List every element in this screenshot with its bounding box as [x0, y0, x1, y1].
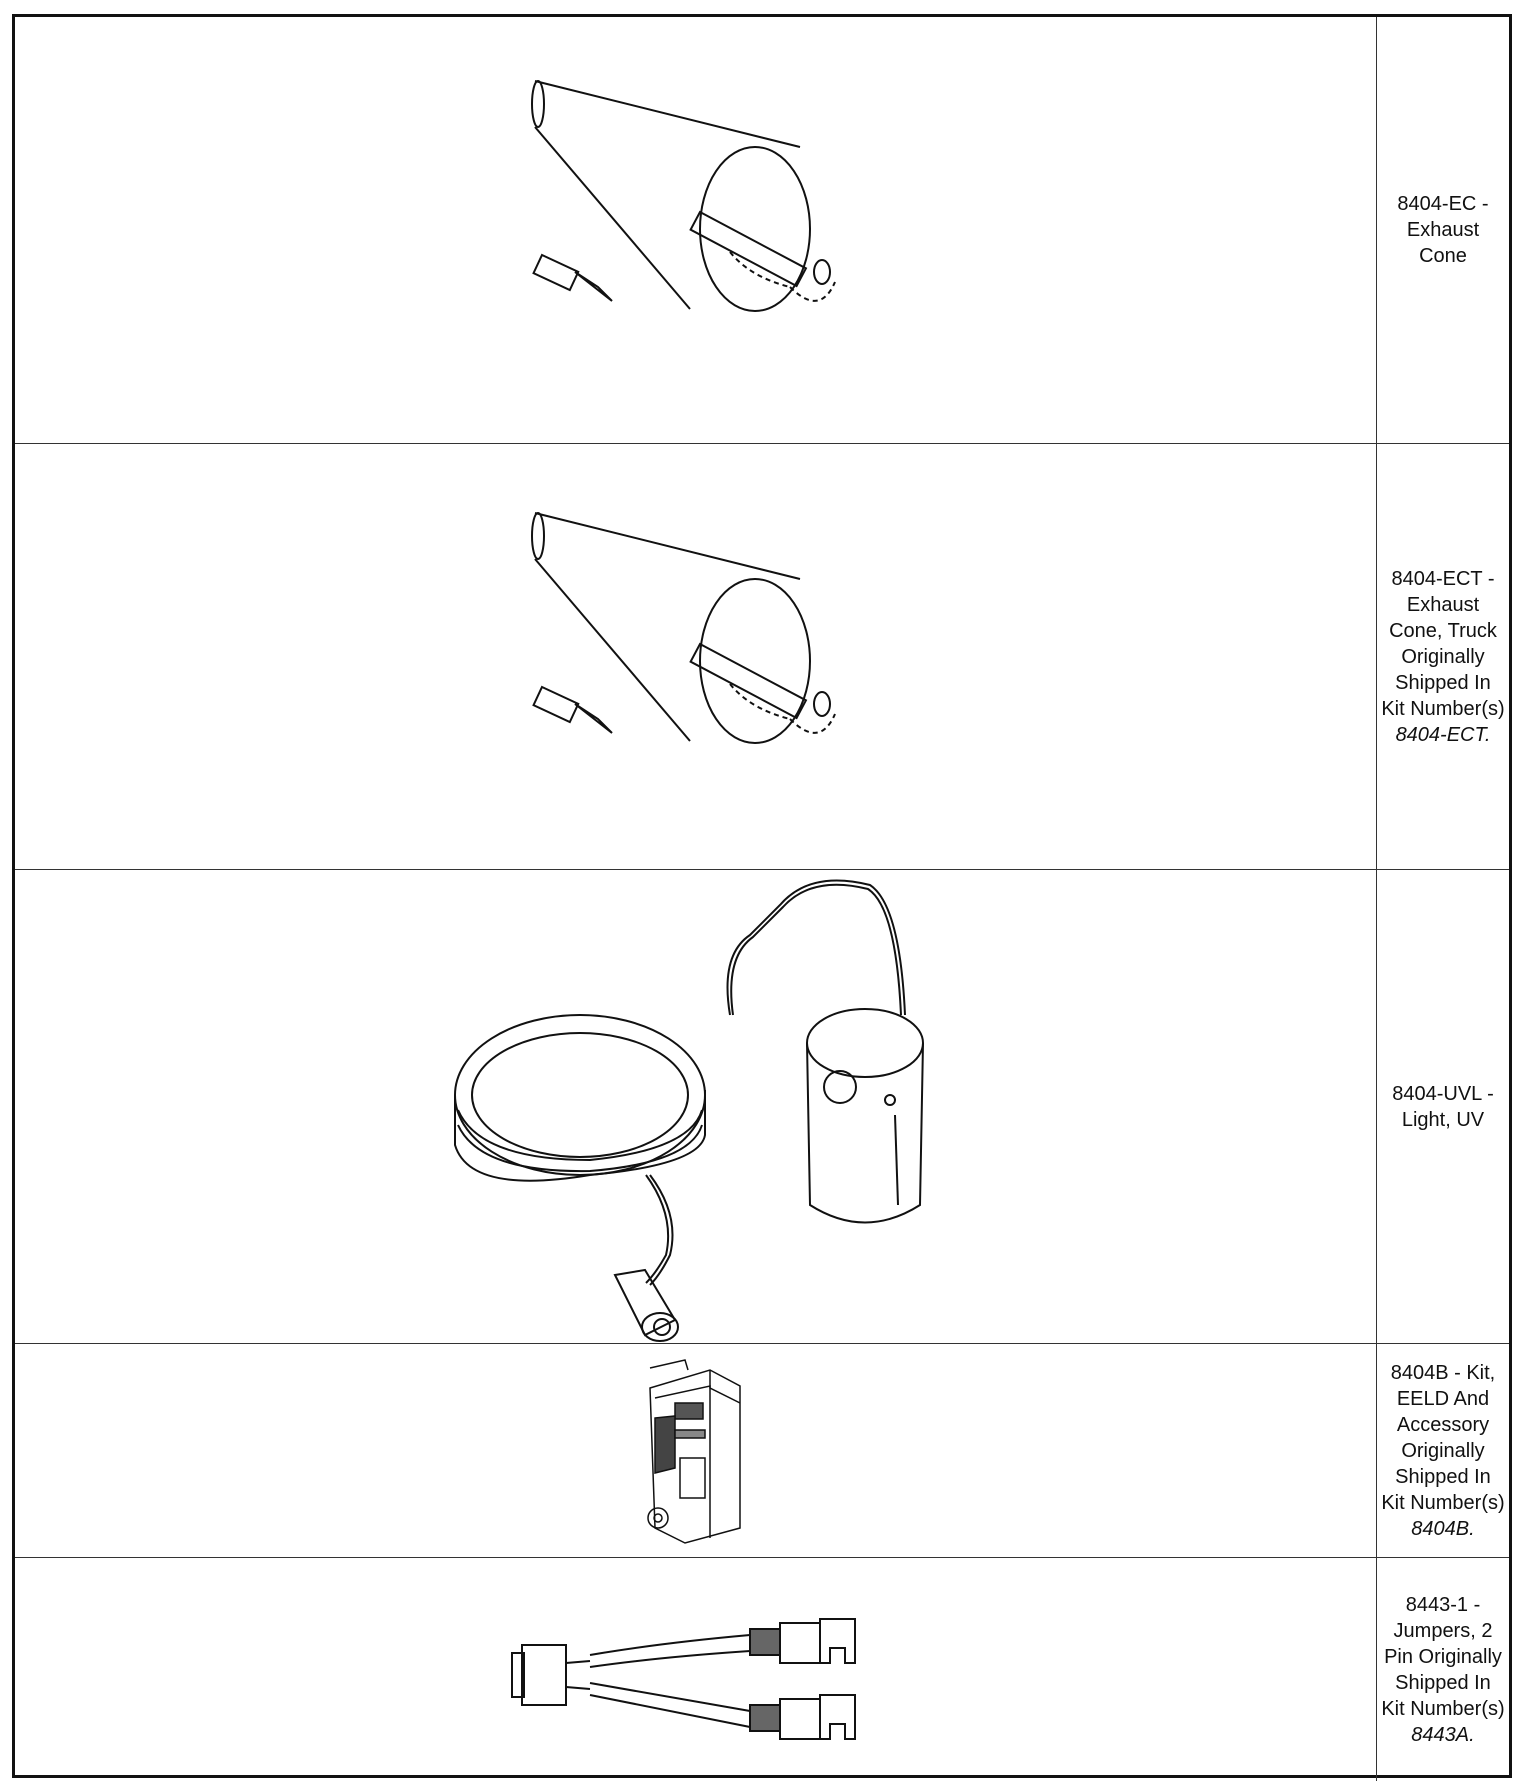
- description-cell: [1377, 1558, 1509, 1781]
- exhaust-cone-truck-illustration: [520, 509, 880, 749]
- table-row: [15, 1344, 1509, 1558]
- description-cell: [1377, 17, 1509, 443]
- eeld-kit-illustration: [630, 1358, 760, 1548]
- description-cell: [1377, 1344, 1509, 1557]
- table-row: [15, 17, 1509, 444]
- uv-light-illustration: [450, 875, 950, 1340]
- tool-description: 8404-ECT - Exhaust Cone, Truck Originally Shipped In Kit Number(s): [1381, 567, 1505, 720]
- exhaust-cone-illustration: [520, 77, 880, 317]
- tool-description: 8443-1 - Jumpers, 2 Pin Originally Shipped In Kit Number(s): [1381, 1593, 1505, 1720]
- kit-number: 8443A.: [1411, 1723, 1475, 1746]
- image-cell: [15, 1344, 1377, 1557]
- image-cell: [15, 17, 1377, 443]
- table-row: [15, 1558, 1509, 1781]
- description-cell: [1377, 870, 1509, 1343]
- image-cell: [15, 1558, 1377, 1781]
- jumpers-2-pin-illustration: [510, 1603, 890, 1753]
- tool-description: 8404-EC - Exhaust Cone: [1397, 193, 1489, 267]
- tool-description: 8404B - Kit, EELD And Accessory Originally Shipped In Kit Number(s): [1381, 1361, 1505, 1514]
- table-row: [15, 444, 1509, 870]
- kit-number: 8404-ECT.: [1395, 723, 1491, 746]
- tool-description: 8404-UVL - Light, UV: [1392, 1082, 1494, 1131]
- image-cell: [15, 444, 1377, 869]
- table-row: [15, 870, 1509, 1344]
- tool-table: [12, 14, 1512, 1778]
- kit-number: 8404B.: [1411, 1517, 1475, 1540]
- image-cell: [15, 870, 1377, 1343]
- description-cell: [1377, 444, 1509, 869]
